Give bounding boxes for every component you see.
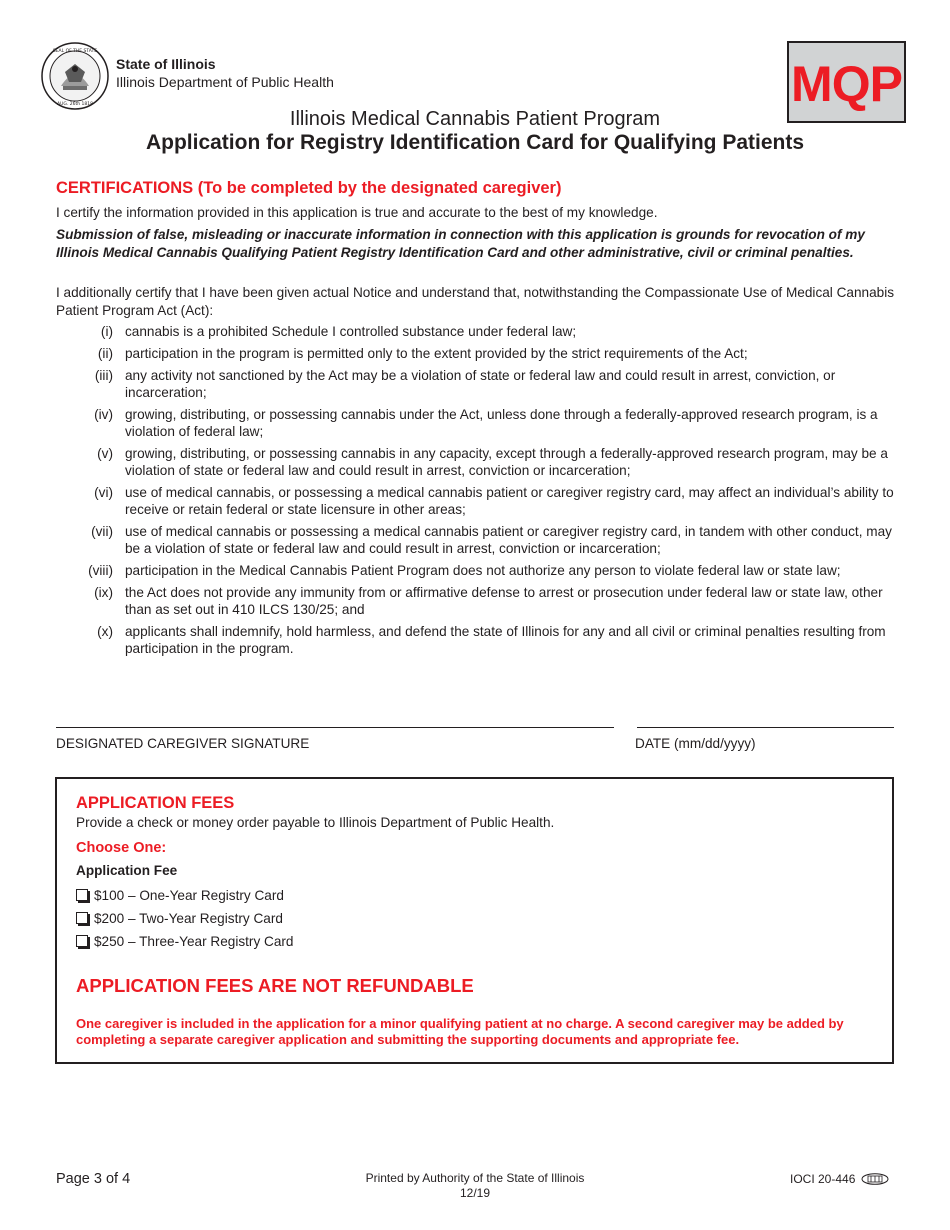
list-item: (v) growing, distributing, or possessing cannabis in any capacity, except through a federally-approved research program, may be a violation of state or federal law and could result in arrest, conviction or incarceration; <box>97 446 888 478</box>
list-item: (iii) any activity not sanctioned by the Act may be a violation of state or federal law and could result in arrest, conviction, or incarceration; <box>94 368 836 400</box>
revision-date: 12/19 <box>459 1186 491 1200</box>
agency-block <box>116 55 334 91</box>
fee-option-label: $250 – Three-Year Registry Card <box>94 934 294 949</box>
checkbox-icon[interactable] <box>76 935 88 947</box>
application-title: Application for Registry Identification Card for Qualifying Patients <box>145 131 805 154</box>
list-item: (iv) growing, distributing, or possessing cannabis under the Act, unless done through a federally-approved research program, is a violation of federal law; <box>94 407 878 439</box>
signature-label: DESIGNATED CAREGIVER SIGNATURE <box>56 736 310 751</box>
fee-option-label: $200 – Two-Year Registry Card <box>94 911 283 926</box>
notice-list <box>56 323 901 662</box>
checkbox-icon[interactable] <box>76 889 88 901</box>
form-number: IOCI 20-446 <box>790 1172 856 1186</box>
false-info-warning: Submission of false, misleading or inaccurate information in connection with this application is grounds for revocation of my Illinois Medical Cannabis Qualifying Patient Registry Identification Card and other administrative, civil or criminal penalties. <box>56 227 865 260</box>
union-bug-icon <box>861 1173 889 1185</box>
svg-text:SEAL OF THE STATE: SEAL OF THE STATE <box>52 49 98 54</box>
fees-instructions: Provide a check or money order payable to Illinois Department of Public Health. <box>76 815 555 830</box>
application-fee-label: Application Fee <box>76 863 178 878</box>
list-item: (viii) participation in the Medical Cannabis Patient Program does not authorize any person to violate federal law or state law; <box>88 563 841 578</box>
fee-option-two-year[interactable] <box>76 911 283 926</box>
form-number-block <box>790 1172 889 1186</box>
state-name: State of Illinois <box>116 56 216 72</box>
fee-option-label: $100 – One-Year Registry Card <box>94 888 284 903</box>
certify-statement: I certify the information provided in this application is true and accurate to the best of my knowledge. <box>56 205 658 220</box>
fee-option-one-year[interactable] <box>76 888 284 903</box>
list-item: (vii) use of medical cannabis or possessing a medical cannabis patient or caregiver registry card, in tandem with other conduct, may be a violation of state or federal law and could result in arrest, conviction or incarceration; <box>91 524 892 556</box>
signature-field[interactable] <box>56 727 614 728</box>
svg-text:AUG. 26th 1818: AUG. 26th 1818 <box>57 102 93 107</box>
page-number: Page 3 of 4 <box>56 1171 131 1187</box>
fees-heading: APPLICATION FEES <box>76 794 235 812</box>
list-item: (i) cannabis is a prohibited Schedule I controlled substance under federal law; <box>100 324 577 339</box>
state-seal-logo <box>41 42 109 110</box>
checkbox-icon[interactable] <box>76 912 88 924</box>
certifications-heading: CERTIFICATIONS (To be completed by the designated caregiver) <box>56 179 562 197</box>
list-item: (x) applicants shall indemnify, hold harmless, and defend the state of Illinois for any and all civil or criminal penalties resulting from participation in the program. <box>97 624 886 656</box>
list-item: (ii) participation in the program is permitted only to the extent provided by the strict requirements of the Act; <box>97 346 748 361</box>
date-label: DATE (mm/dd/yyyy) <box>635 736 756 751</box>
form-code-badge: MQP <box>787 41 906 123</box>
choose-one-label: Choose One: <box>76 840 167 856</box>
caregiver-note: One caregiver is included in the application for a minor qualifying patient at no charge. A second caregiver may be added by completing a separate caregiver application and submitting the supporting documents and appropriate fee. <box>76 1016 844 1047</box>
department-name: Illinois Department of Public Health <box>116 74 334 90</box>
list-item: (vi) use of medical cannabis, or possessing a medical cannabis patient or caregiver registry card, may affect an individual’s ability to receive or retain federal or state licensure in other areas; <box>94 485 894 517</box>
notice-intro: I additionally certify that I have been given actual Notice and understand that, notwithstanding the Compassionate Use of Medical Cannabis Patient Program Act (Act): <box>56 285 895 318</box>
not-refundable-heading: APPLICATION FEES ARE NOT REFUNDABLE <box>76 975 474 996</box>
printed-authority: Printed by Authority of the State of Illinois <box>365 1171 585 1185</box>
date-field[interactable] <box>637 727 894 728</box>
list-item: (ix) the Act does not provide any immunity from or affirmative defense to arrest or prosecution under federal law or state law, other than as set out in 410 ILCS 130/25; and <box>94 585 883 617</box>
program-title: Illinois Medical Cannabis Patient Program <box>289 108 661 130</box>
fee-option-three-year[interactable] <box>76 934 294 949</box>
